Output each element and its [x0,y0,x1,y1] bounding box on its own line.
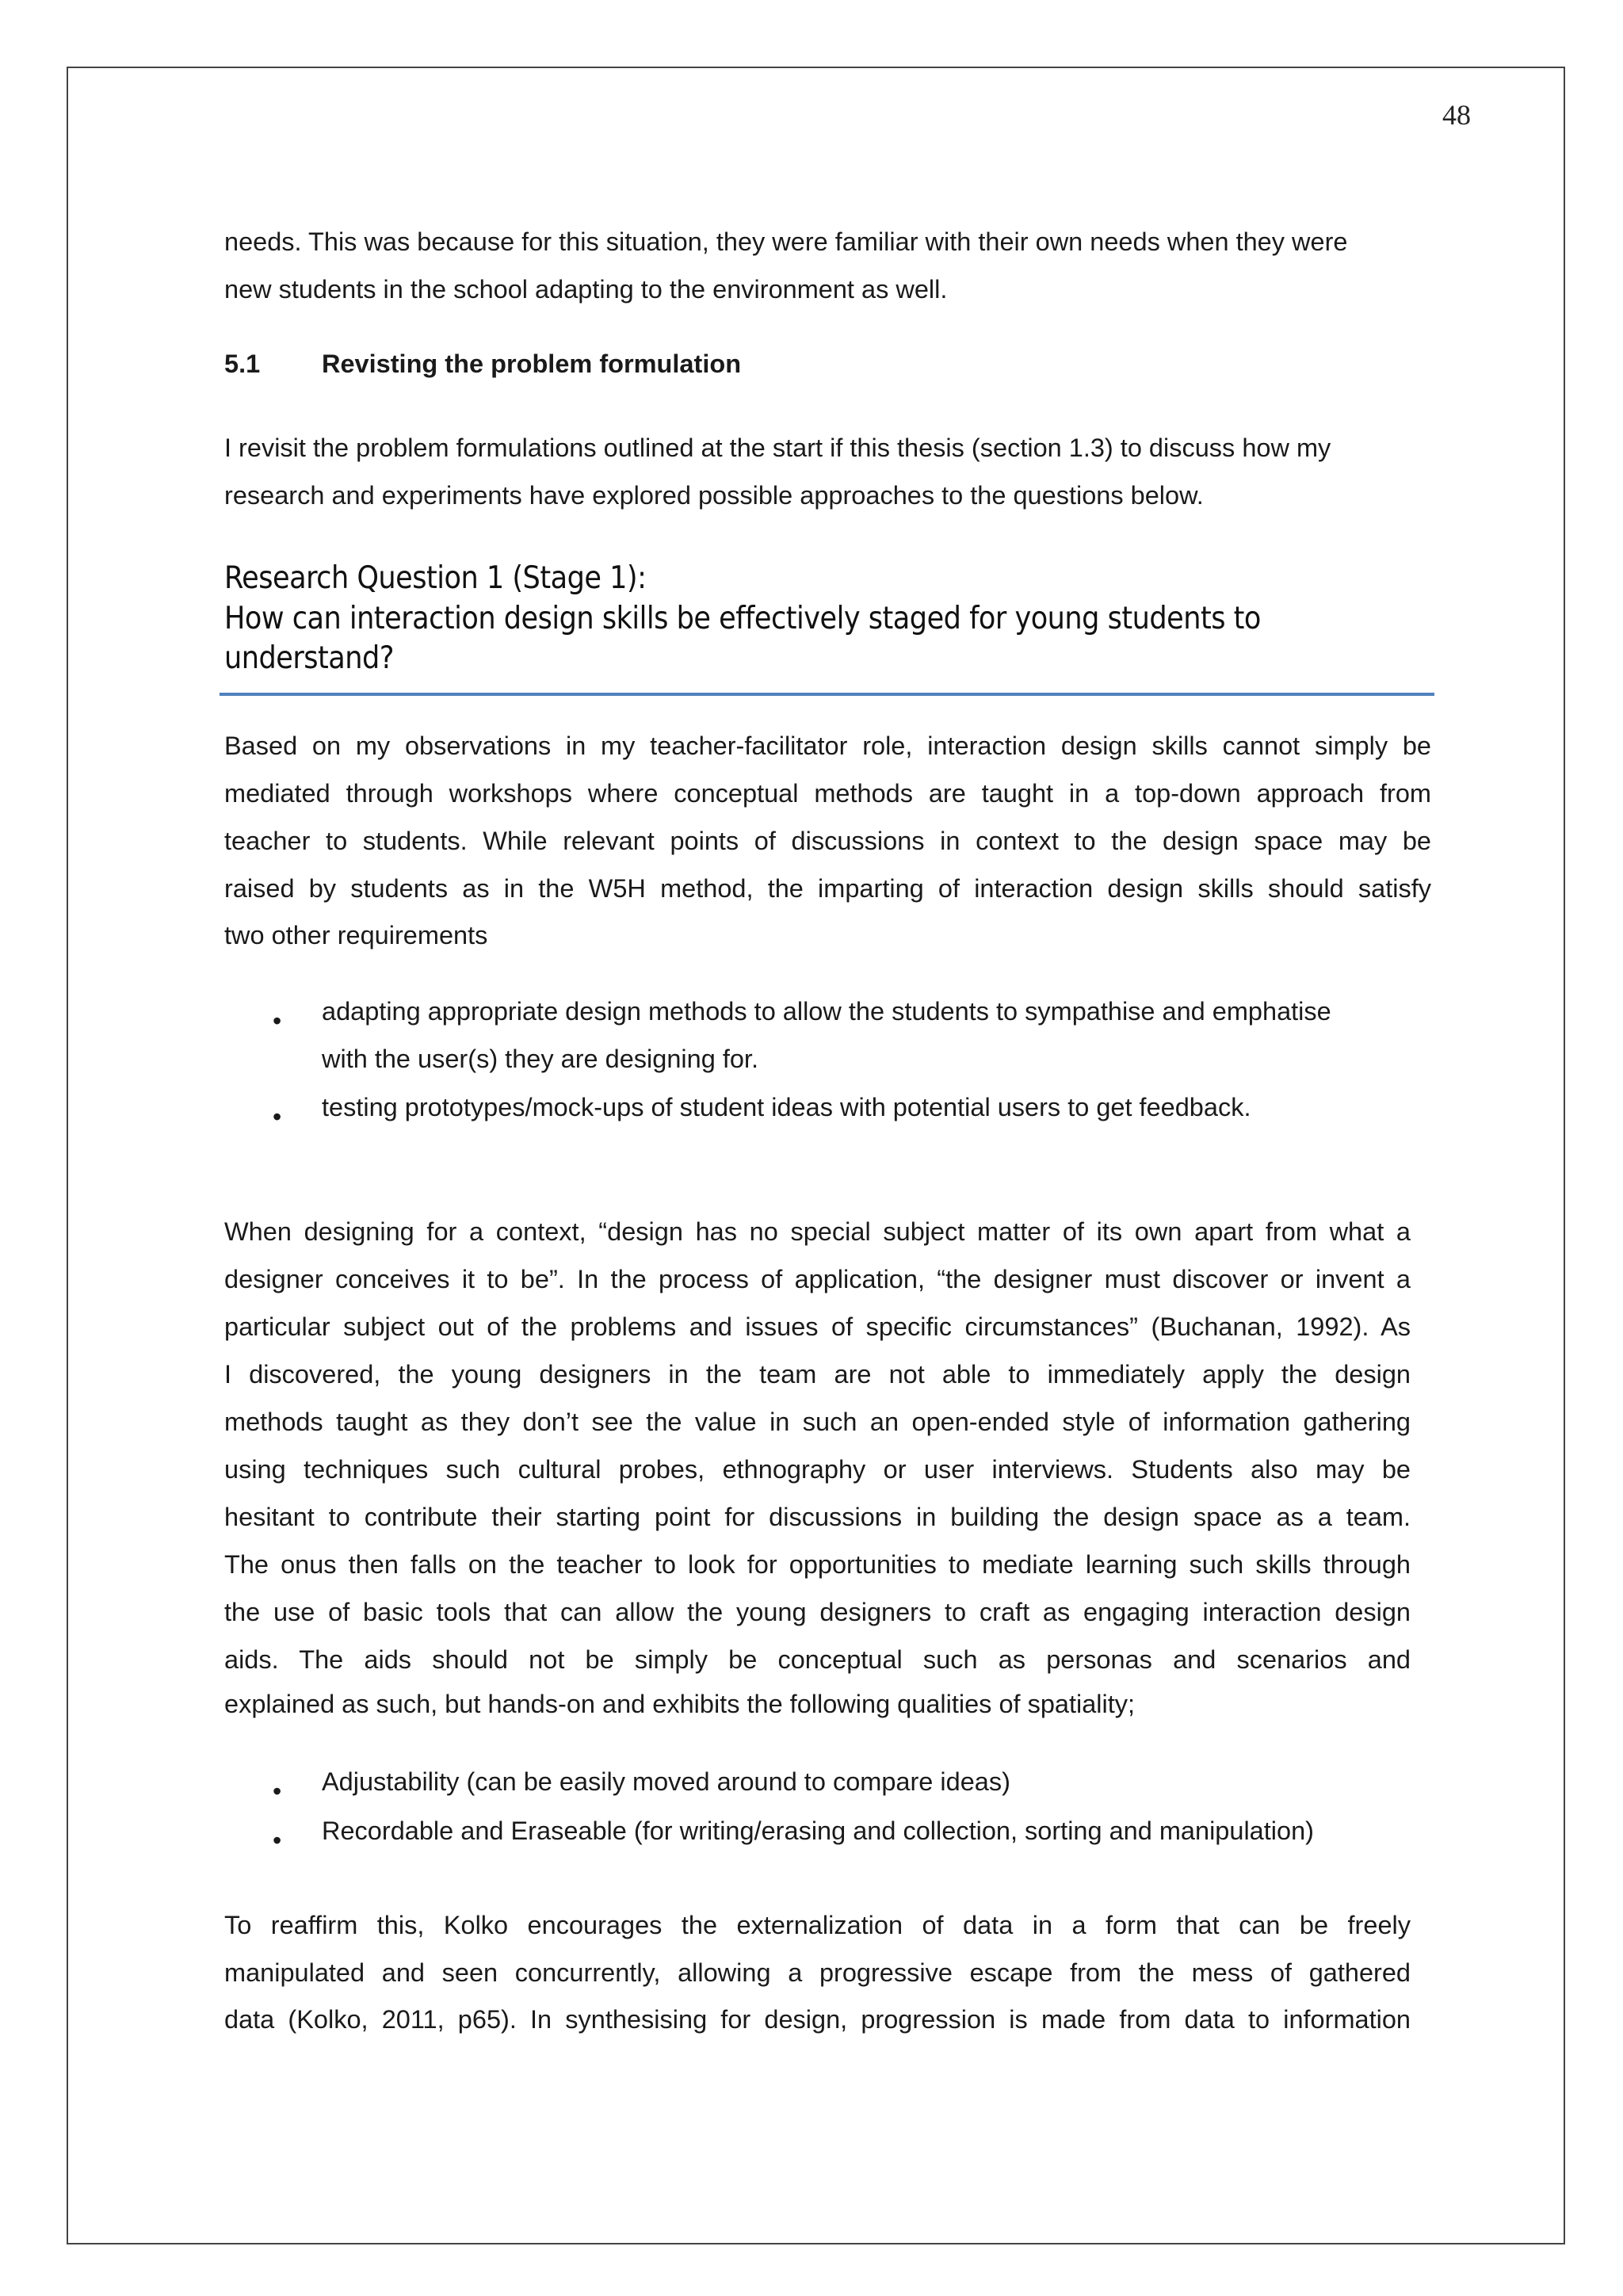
section-title: Revisting the problem formulation [322,350,742,378]
research-question-label: Research Question 1 (Stage 1): [224,560,647,596]
para-kolko-line: manipulated and seen concurrently, allowing a progressive escape from the mess of gathered [224,1958,1411,1987]
para-designing-line: the use of basic tools that can allow the young designers to craft as engaging interaction design [224,1598,1411,1626]
para-intro-cont-line: needs. This was because for this situation, they were familiar with their own needs when they were [224,227,1348,256]
page-number: 48 [1442,99,1471,131]
heading-underline [220,693,1434,696]
bullet-icon: • [273,1826,282,1855]
bullet-item-text: testing prototypes/mock-ups of student ideas with potential users to get feedback. [322,1093,1251,1121]
para-revisit-line: I revisit the problem formulations outlined at the start if this thesis (section 1.3) to discuss how my [224,434,1331,462]
para-designing-line: methods taught as they don’t see the value in such an open-ended style of information gathering [224,1408,1411,1436]
research-question-text: How can interaction design skills be effectively staged for young students to [224,601,1261,636]
bullet-item-text: adapting appropriate design methods to allow the students to sympathise and emphatise [322,997,1331,1026]
para-designing-line: explained as such, but hands-on and exhibits the following qualities of spatiality; [224,1690,1136,1718]
section-number: 5.1 [224,350,261,378]
para-intro-cont-line: new students in the school adapting to the environment as well. [224,275,948,304]
para-designing-line: using techniques such cultural probes, ethnography or user interviews. Students also may be [224,1455,1411,1484]
bullet-item-text: Recordable and Eraseable (for writing/erasing and collection, sorting and manipulation) [322,1817,1314,1845]
bullet-icon: • [273,1777,282,1805]
bullet-item-text: with the user(s) they are designing for. [322,1045,758,1073]
research-question-text: understand? [224,640,394,676]
para-based-on-line: raised by students as in the W5H method, the imparting of interaction design skills should satisfy [224,874,1431,903]
bullet-item-text: Adjustability (can be easily moved around to compare ideas) [322,1767,1010,1796]
para-based-on-line: two other requirements [224,921,488,949]
para-designing-line: I discovered, the young designers in the team are not able to immediately apply the design [224,1360,1411,1389]
para-designing-line: designer conceives it to be”. In the process of application, “the designer must discover or invent a [224,1265,1411,1293]
para-kolko-line: To reaffirm this, Kolko encourages the externalization of data in a form that can be freely [224,1911,1411,1939]
para-revisit-line: research and experiments have explored possible approaches to the questions below. [224,481,1204,510]
para-designing-line: particular subject out of the problems and issues of specific circumstances” (Buchanan, 1992). As [224,1312,1411,1341]
para-based-on-line: Based on my observations in my teacher-facilitator role, interaction design skills cannot simply be [224,732,1431,760]
bullet-icon: • [273,1007,282,1035]
bullet-icon: • [273,1102,282,1131]
para-based-on-line: mediated through workshops where conceptual methods are taught in a top-down approach from [224,779,1431,808]
para-kolko-line: data (Kolko, 2011, p65). In synthesising for design, progression is made from data to information [224,2005,1411,2034]
para-designing-line: hesitant to contribute their starting point for discussions in building the design space as a team. [224,1503,1411,1531]
para-designing-line: The onus then falls on the teacher to look for opportunities to mediate learning such skills through [224,1550,1411,1579]
para-designing-line: aids. The aids should not be simply be conceptual such as personas and scenarios and [224,1645,1411,1674]
para-based-on-line: teacher to students. While relevant points of discussions in context to the design space may be [224,827,1431,855]
para-designing-line: When designing for a context, “design has no special subject matter of its own apart from what a [224,1217,1411,1246]
